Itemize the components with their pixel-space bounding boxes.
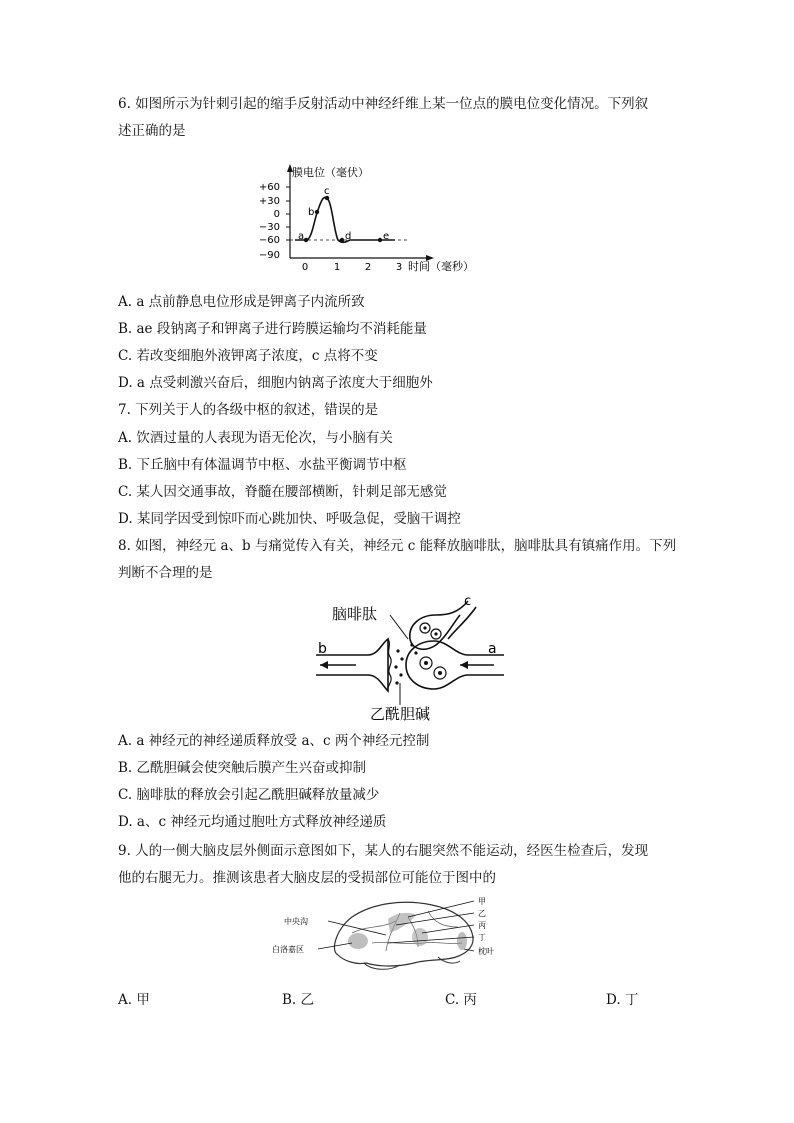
q9-stem-line2: 他的右腿无力。推测该患者大脑皮层的受损部位可能位于图中的 (118, 870, 496, 886)
q8-stem-line2: 判断不合理的是 (118, 565, 213, 581)
synapse-diagram (308, 593, 508, 723)
q9-stem-line1: 9. 人的一侧大脑皮层外侧面示意图如下，某人的右腿突然不能运动，经医生检查后，发现 (118, 843, 649, 859)
x-tick: 0 (301, 262, 309, 273)
q6-stem-line2: 述正确的是 (118, 123, 186, 139)
label-neuron-b: b (318, 641, 327, 657)
x-tick: 3 (395, 262, 403, 273)
q7-stem: 7. 下列关于人的各级中枢的叙述，错误的是 (118, 402, 379, 418)
q7-option-b: B. 下丘脑中有体温调节中枢、水盐平衡调节中枢 (118, 457, 407, 473)
q9-option-b: B. 乙 (282, 992, 315, 1008)
label-neuron-a: a (488, 641, 497, 657)
q6-option-d: D. a 点受刺激兴奋后，细胞内钠离子浓度大于细胞外 (118, 375, 433, 391)
point-label-b: b (308, 207, 315, 218)
label-ding: 丁 (478, 933, 486, 942)
point-label-c: c (324, 186, 330, 197)
label-yi: 乙 (478, 909, 486, 918)
y-tick: 0 (273, 209, 280, 220)
q8-stem-line1: 8. 如图，神经元 a、b 与痛觉传入有关，神经元 c 能释放脑啡肽，脑啡肽具有镇痛作用。下列 (118, 538, 677, 554)
y-tick: −30 (258, 222, 280, 233)
q7-option-c: C. 某人因交通事故，脊髓在腰部横断，针刺足部无感觉 (118, 484, 447, 500)
x-tick: 2 (364, 262, 372, 273)
q6-option-c: C. 若改变细胞外液钾离子浓度，c 点将不变 (118, 348, 378, 364)
q8-option-b: B. 乙酰胆碱会使突触后膜产生兴奋或抑制 (118, 760, 367, 776)
y-axis-label: 膜电位（毫伏） (292, 166, 369, 179)
brain-cortex-diagram (268, 893, 518, 973)
x-axis-label: 时间（毫秒） (408, 260, 474, 273)
q9-option-a: A. 甲 (118, 992, 150, 1008)
membrane-potential-chart (250, 160, 520, 280)
q6-stem-line1: 6. 如图所示为针刺引起的缩手反射活动中神经纤维上某一位点的膜电位变化情况。下列叙 (118, 96, 649, 112)
q8-option-a: A. a 神经元的神经递质释放受 a、c 两个神经元控制 (118, 733, 430, 749)
q6-option-a: A. a 点前静息电位形成是钾离子内流所致 (118, 294, 365, 310)
q6-option-b: B. ae 段钠离子和钾离子进行跨膜运输均不消耗能量 (118, 321, 427, 337)
q8-option-c: C. 脑啡肽的释放会引起乙酰胆碱释放量减少 (118, 787, 380, 803)
q8-option-d: D. a、c 神经元均通过胞吐方式释放神经递质 (118, 814, 387, 830)
y-tick-labels (259, 182, 280, 261)
q7-option-d: D. 某同学因受到惊吓而心跳加快、呼吸急促，受脑干调控 (118, 511, 461, 527)
point-label-e: e (383, 231, 390, 242)
y-tick: +30 (258, 196, 280, 207)
q9-option-c: C. 丙 (445, 992, 477, 1008)
label-enkephalin: 脑啡肽 (332, 605, 378, 623)
y-tick: +60 (258, 182, 280, 193)
point-label-d: d (345, 231, 352, 242)
y-tick: −60 (258, 235, 280, 246)
label-acetylcholine: 乙酰胆碱 (370, 705, 431, 723)
q7-option-a: A. 饮酒过量的人表现为语无伦次，与小脑有关 (118, 430, 393, 446)
label-occipital-lobe: 枕叶 (478, 947, 494, 956)
label-jia: 甲 (478, 897, 486, 906)
point-label-a: a (298, 231, 305, 242)
label-bing: 丙 (478, 921, 486, 930)
label-neuron-c: c (464, 594, 472, 609)
label-central-sulcus: 中央沟 (284, 917, 308, 926)
q9-option-d: D. 丁 (606, 992, 639, 1008)
x-tick: 1 (333, 262, 341, 273)
y-tick: −90 (258, 250, 280, 261)
label-broca-area: 白洛嘉区 (272, 945, 304, 954)
